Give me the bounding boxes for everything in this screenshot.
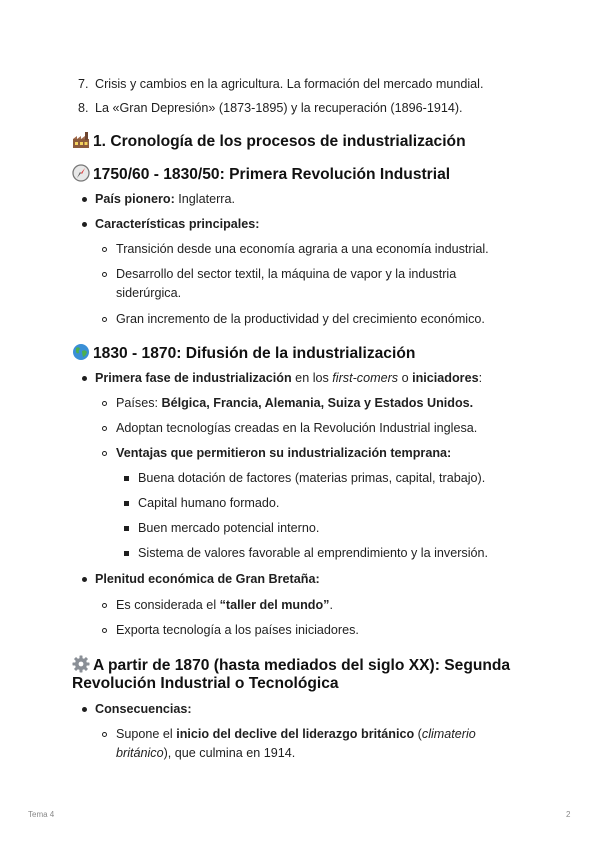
page-number: 2: [566, 810, 571, 819]
bullet: [102, 247, 107, 252]
bullet: [124, 501, 129, 506]
bullet: [102, 317, 107, 322]
bullet: [82, 707, 87, 712]
sub-sub-item: [138, 519, 319, 538]
bullet: [102, 272, 107, 277]
text-bold: inicio del declive del liderazgo británico: [176, 727, 415, 741]
sub-item-ventajas: [116, 444, 451, 463]
text-italic: británico: [116, 746, 164, 760]
section-heading-difusion: [72, 343, 415, 364]
sub-item: [116, 240, 489, 259]
bullet: [82, 376, 87, 381]
sub-item: [116, 265, 456, 284]
sub-item-paises: [116, 394, 473, 413]
sub-item-adoptan: [116, 419, 477, 438]
bullet: [102, 628, 107, 633]
bullet: [82, 222, 87, 227]
item-text: Buen mercado potencial interno.: [138, 521, 320, 535]
item-text: Adoptan tecnologías creadas en la Revolución Industrial inglesa.: [116, 421, 478, 435]
heading-text: 1830 - 1870: Difusión de la industrialización: [93, 345, 416, 362]
bullet: [102, 401, 107, 406]
list-item-plenitud: [95, 570, 320, 589]
section-heading-primera-revolucion: [72, 164, 450, 185]
list-text: Crisis y cambios en la agricultura. La formación del mercado mundial.: [95, 77, 484, 91]
item-text: Sistema de valores favorable al emprendimiento y la inversión.: [138, 546, 488, 560]
sub-item-continuation: [116, 284, 181, 303]
sub-item: [116, 310, 485, 329]
bullet: [124, 476, 129, 481]
item-text: Gran incremento de la productividad y del crecimiento económico.: [116, 312, 485, 326]
sub-sub-item: [138, 469, 485, 488]
label-bold: Características principales:: [95, 217, 260, 231]
bullet: [82, 577, 87, 582]
sub-sub-item: [138, 494, 279, 513]
text: en los: [291, 371, 333, 385]
text: :: [478, 371, 483, 385]
list-item: [78, 100, 463, 116]
factory-icon: [72, 131, 90, 149]
item-text: siderúrgica.: [116, 286, 182, 300]
text: o: [398, 371, 413, 385]
text: Es considerada el: [116, 598, 220, 612]
bullet: [102, 426, 107, 431]
list-item-consecuencias: [95, 700, 192, 719]
sub-item-supone: [116, 725, 476, 744]
text: ), que culmina en 1914.: [163, 746, 296, 760]
text-bold: Plenitud económica de Gran Bretaña:: [95, 572, 320, 586]
text-bold: Ventajas que permitieron su industrialización temprana:: [116, 446, 452, 460]
label-bold: País pionero:: [95, 192, 175, 206]
section-heading-segunda-revolucion-line2: [72, 674, 339, 694]
text-italic: climaterio: [421, 727, 476, 741]
item-text: Transición desde una economía agraria a una economía industrial.: [116, 242, 489, 256]
list-item: [78, 76, 483, 92]
list-item-primera-fase: [95, 369, 482, 388]
footer-chapter: Tema 4: [28, 810, 55, 819]
item-text: Exporta tecnología a los países iniciadores.: [116, 623, 359, 637]
sub-item-supone-continuation: [116, 744, 295, 763]
section-heading-cronologia: [72, 131, 466, 152]
bullet: [82, 197, 87, 202]
item-text: Buena dotación de factores (materias primas, capital, trabajo).: [138, 471, 486, 485]
text: Supone el: [116, 727, 177, 741]
list-number: 7.: [78, 77, 89, 91]
globe-icon: [72, 343, 90, 361]
item-text: Capital humano formado.: [138, 496, 280, 510]
section-heading-segunda-revolucion: [72, 655, 510, 676]
compass-icon: [72, 164, 90, 182]
list-text: La «Gran Depresión» (1873-1895) y la recuperación (1896-1914).: [95, 101, 463, 115]
heading-text: 1750/60 - 1830/50: Primera Revolución Industrial: [93, 166, 451, 183]
text-bold: Primera fase de industrialización: [95, 371, 292, 385]
heading-text: 1. Cronología de los procesos de industrialización: [93, 133, 466, 150]
text: (: [414, 727, 422, 741]
list-item-pais-pionero: [95, 190, 235, 209]
text-italic: first-comers: [332, 371, 399, 385]
gear-icon: [72, 655, 90, 673]
value-text: Inglaterra.: [174, 192, 235, 206]
heading-text: Revolución Industrial o Tecnológica: [72, 675, 339, 692]
sub-item-taller: [116, 596, 333, 615]
bullet: [124, 551, 129, 556]
text: Países:: [116, 396, 162, 410]
text: .: [329, 598, 333, 612]
bullet: [102, 451, 107, 456]
heading-text: A partir de 1870 (hasta mediados del siglo XX): Segunda: [93, 657, 511, 674]
list-number: 8.: [78, 101, 89, 115]
text-bold: Bélgica, Francia, Alemania, Suiza y Estados Unidos.: [161, 396, 474, 410]
item-text: Desarrollo del sector textil, la máquina de vapor y la industria: [116, 267, 457, 281]
text-bold: “taller del mundo”: [219, 598, 330, 612]
text-bold: Consecuencias:: [95, 702, 192, 716]
bullet: [102, 732, 107, 737]
sub-item-exporta: [116, 621, 359, 640]
sub-sub-item: [138, 544, 488, 563]
text-bold: iniciadores: [412, 371, 479, 385]
bullet: [102, 603, 107, 608]
bullet: [124, 526, 129, 531]
list-item-caracteristicas: [95, 215, 260, 234]
